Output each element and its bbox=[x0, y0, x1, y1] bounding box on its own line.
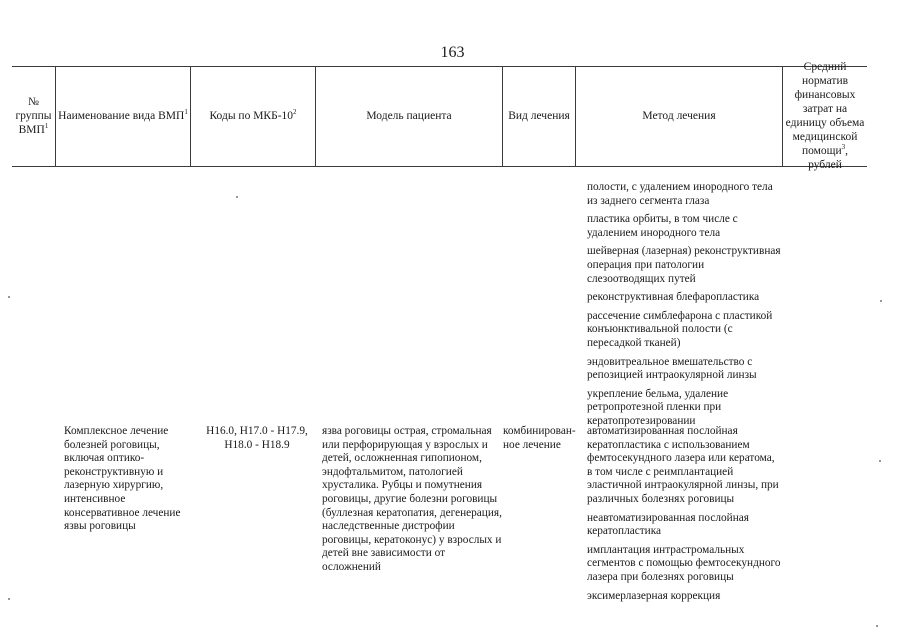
header-patient-model: Модель пациента bbox=[366, 110, 452, 122]
method-item: шейверная (лазерная) реконструктивная операция при патологии слезоотводящих путей bbox=[587, 245, 781, 285]
header-vmp-name: Наименование вида ВМП$^1$ bbox=[58, 108, 188, 122]
method-item: реконструктивная блефаропластика bbox=[587, 291, 760, 304]
method-item: автоматизированная послойная кератопластика с использованием фемтосекундного лазера или кератома, в том числе с реимплантацией эластичной интраокулярной линзы, при различных болезнях роговицы bbox=[587, 425, 779, 505]
patient-model-cell: язва роговицы острая, стромальная или перфорирующая у взрослых и детей, осложненная гипопионом, эндофтальмитом, патологией хрусталика. Рубцы и помутнения роговицы, другие болезни роговицы (буллезная кератопатия, дегенерация, наследственные дистрофии роговицы, кератоконус) у взрослых и детей вне зависимости от осложнений bbox=[322, 425, 502, 573]
header-icd-codes: Коды по МКБ-$10^2$ bbox=[209, 108, 297, 122]
scan-speck bbox=[879, 460, 881, 462]
treatment-methods-list bbox=[587, 425, 782, 608]
scan-speck bbox=[236, 196, 238, 198]
method-item: неавтоматизированная послойная кератопластика bbox=[587, 511, 749, 538]
scan-speck bbox=[8, 296, 10, 298]
treatment-type-cell: комбинирован-ное лечение bbox=[503, 425, 576, 451]
icd-codes-cell: H16.0, H17.0 - H17.9, H18.0 - H18.9 bbox=[206, 425, 308, 451]
header-average-cost: Средний норматив финансовых затрат на единицу объема медицинской помощи$^3$, рублей bbox=[785, 61, 865, 171]
header-treatment-method: Метод лечения bbox=[642, 110, 716, 122]
method-item: пластика орбиты, в том числе с удалением инородного тела bbox=[587, 213, 738, 239]
scan-speck bbox=[8, 598, 10, 600]
method-item: эксимерлазерная коррекция bbox=[587, 589, 721, 602]
methods-continued-list bbox=[587, 181, 782, 434]
header-treatment-type: Вид лечения bbox=[508, 110, 570, 122]
method-item: эндовитреальное вмешательство с репозицией интраокулярной линзы bbox=[587, 355, 757, 382]
method-item: укрепление бельма, удаление ретропротезной пленки при кератопротезировании bbox=[587, 387, 729, 427]
vmp-name-cell: Комплексное лечение болезней роговицы, включая оптико-реконструктивную и лазерную хирургию, интенсивное консервативное лечение язвы роговицы bbox=[64, 425, 181, 533]
scan-speck bbox=[880, 300, 882, 302]
method-item: полости, с удалением инородного тела из заднего сегмента глаза bbox=[587, 181, 773, 207]
scan-speck bbox=[876, 625, 878, 627]
header-bottom-rule bbox=[12, 166, 867, 167]
method-item: имплантация интрастромальных сегментов с помощью фемтосекундного лазера при болезнях роговицы bbox=[587, 543, 781, 583]
page-number: 163 bbox=[440, 44, 465, 61]
header-group-number: № группы ВМП$^1$ bbox=[15, 96, 52, 136]
method-item: рассечение симблефарона с пластикой конъюнктивальной полости (с пересадкой тканей) bbox=[587, 309, 773, 349]
